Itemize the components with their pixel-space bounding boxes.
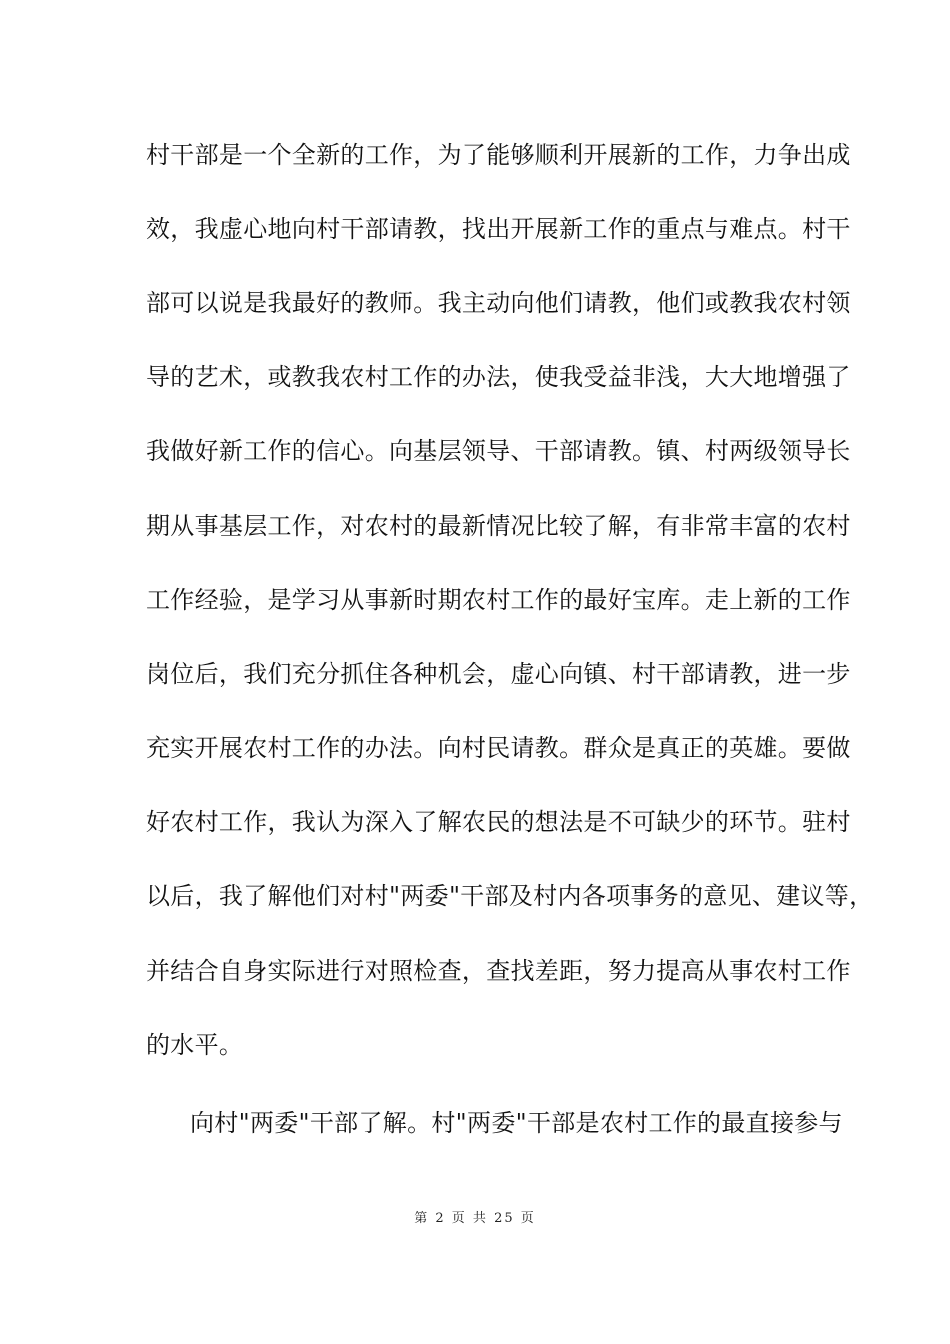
footer-prefix: 第 [414, 1211, 430, 1226]
paragraph-line: 效，我虚心地向村干部请教，找出开展新工作的重点与难点。村干 [146, 215, 851, 243]
paragraph-line: 的水平。 [146, 1031, 244, 1059]
footer-total-pages: 25 [494, 1211, 515, 1226]
paragraph-line: 充实开展农村工作的办法。向村民请教。群众是真正的英雄。要做 [146, 734, 851, 762]
footer-suffix: 页 [520, 1211, 536, 1226]
paragraph-line: 导的艺术，或教我农村工作的办法，使我受益非浅，大大地增强了 [146, 363, 851, 391]
paragraph-line: 岗位后，我们充分抓住各种机会，虚心向镇、村干部请教，进一步 [146, 660, 851, 688]
footer-middle: 页 共 [451, 1211, 488, 1226]
paragraph-line: 部可以说是我最好的教师。我主动向他们请教，他们或教我农村领 [146, 289, 851, 317]
paragraph-line: 向村"两委"干部了解。村"两委"干部是农村工作的最直接参与 [190, 1109, 843, 1137]
page-footer [0, 1210, 950, 1228]
paragraph-line: 以后，我了解他们对村"两委"干部及村内各项事务的意见、建议等， [146, 882, 874, 910]
paragraph-line: 好农村工作，我认为深入了解农民的想法是不可缺少的环节。驻村 [146, 808, 851, 836]
paragraph-line: 期从事基层工作，对农村的最新情况比较了解，有非常丰富的农村 [146, 512, 851, 540]
paragraph-line: 并结合自身实际进行对照检查，查找差距，努力提高从事农村工作 [146, 957, 851, 985]
paragraph-line: 工作经验，是学习从事新时期农村工作的最好宝库。走上新的工作 [146, 586, 851, 614]
paragraph-line: 我做好新工作的信心。向基层领导、干部请教。镇、村两级领导长 [146, 437, 851, 465]
footer-current-page: 2 [435, 1211, 446, 1226]
paragraph-line: 村干部是一个全新的工作，为了能够顺利开展新的工作，力争出成 [146, 141, 851, 169]
